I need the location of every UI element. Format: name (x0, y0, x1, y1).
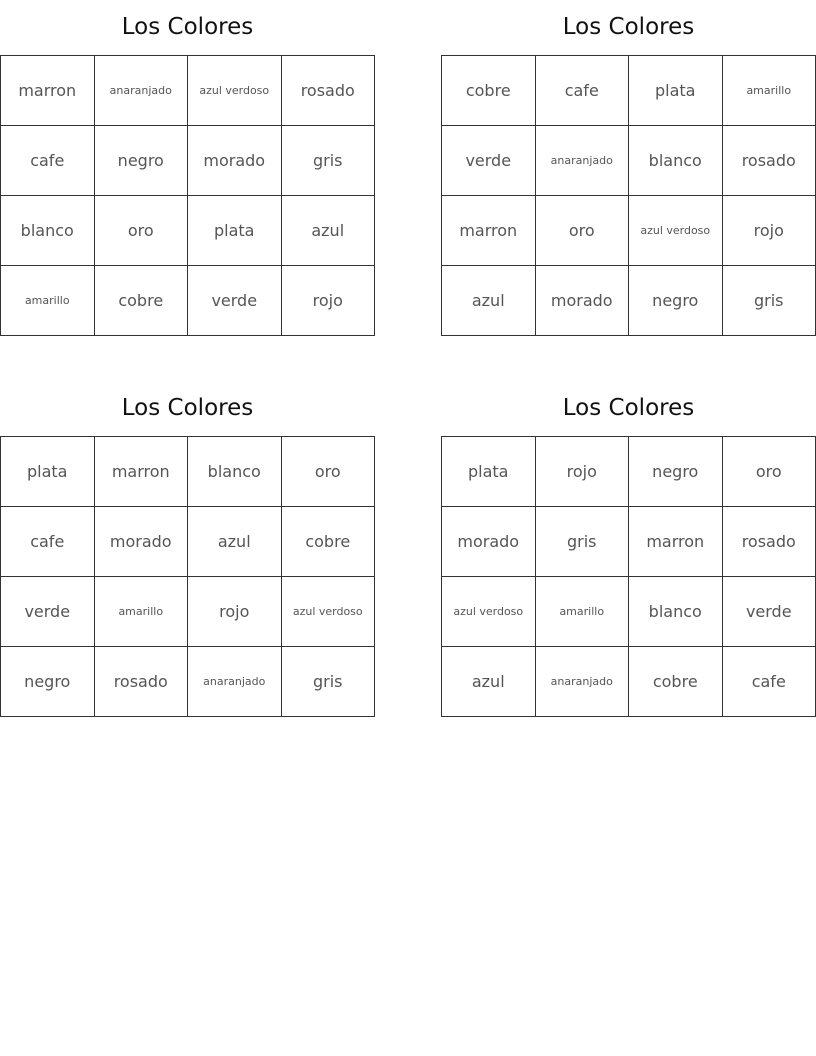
grid-cell: plata (188, 196, 282, 266)
grid-cell: oro (722, 437, 816, 507)
card-title: Los Colores (121, 395, 254, 421)
bingo-card-4 (441, 381, 816, 717)
grid-row (442, 196, 816, 266)
grid-cell: cafe (535, 56, 629, 126)
grid-row (442, 437, 816, 507)
grid-row (1, 647, 375, 717)
bingo-grid (0, 436, 375, 717)
grid-cell: anaranjado (94, 56, 188, 126)
grid-row (1, 266, 375, 336)
grid-cell: rojo (535, 437, 629, 507)
grid-row (442, 126, 816, 196)
card-title: Los Colores (562, 14, 695, 40)
grid-cell: morado (188, 126, 282, 196)
grid-cell: blanco (1, 196, 95, 266)
grid-row (1, 126, 375, 196)
bingo-card-1 (0, 0, 375, 336)
grid-cell: gris (281, 647, 375, 717)
grid-cell: verde (1, 577, 95, 647)
grid-cell: cobre (94, 266, 188, 336)
grid-cell: oro (94, 196, 188, 266)
grid-cell: oro (535, 196, 629, 266)
grid-cell: blanco (629, 577, 723, 647)
grid-row (1, 437, 375, 507)
grid-cell: cobre (629, 647, 723, 717)
grid-row (1, 56, 375, 126)
grid-cell: cafe (1, 507, 95, 577)
grid-cell: cobre (442, 56, 536, 126)
grid-cell: verde (722, 577, 816, 647)
grid-cell: blanco (629, 126, 723, 196)
grid-row (1, 196, 375, 266)
grid-cell: plata (442, 437, 536, 507)
grid-cell: rojo (188, 577, 282, 647)
grid-cell: azul verdoso (281, 577, 375, 647)
grid-cell: verde (442, 126, 536, 196)
grid-cell: blanco (188, 437, 282, 507)
grid-row (442, 647, 816, 717)
bingo-grid (441, 55, 816, 336)
grid-cell: gris (535, 507, 629, 577)
grid-cell: negro (1, 647, 95, 717)
grid-cell: azul verdoso (442, 577, 536, 647)
grid-row (442, 56, 816, 126)
grid-row (1, 577, 375, 647)
grid-cell: rosado (722, 126, 816, 196)
grid-cell: azul verdoso (188, 56, 282, 126)
grid-cell: anaranjado (188, 647, 282, 717)
bingo-card-2 (441, 0, 816, 336)
grid-cell: rosado (722, 507, 816, 577)
grid-cell: plata (629, 56, 723, 126)
grid-cell: azul (281, 196, 375, 266)
grid-cell: rojo (722, 196, 816, 266)
grid-cell: plata (1, 437, 95, 507)
grid-cell: gris (722, 266, 816, 336)
grid-cell: negro (629, 437, 723, 507)
grid-cell: azul (442, 647, 536, 717)
card-title: Los Colores (562, 395, 695, 421)
grid-cell: oro (281, 437, 375, 507)
grid-row (442, 507, 816, 577)
grid-cell: azul (442, 266, 536, 336)
grid-cell: negro (629, 266, 723, 336)
grid-cell: marron (629, 507, 723, 577)
grid-cell: morado (94, 507, 188, 577)
grid-cell: amarillo (535, 577, 629, 647)
grid-row (442, 266, 816, 336)
grid-cell: rosado (94, 647, 188, 717)
grid-cell: cobre (281, 507, 375, 577)
bingo-card-3 (0, 381, 375, 717)
grid-cell: verde (188, 266, 282, 336)
grid-cell: anaranjado (535, 647, 629, 717)
grid-cell: gris (281, 126, 375, 196)
grid-cell: amarillo (722, 56, 816, 126)
grid-cell: morado (535, 266, 629, 336)
grid-cell: amarillo (1, 266, 95, 336)
grid-cell: anaranjado (535, 126, 629, 196)
grid-cell: azul verdoso (629, 196, 723, 266)
grid-row (1, 507, 375, 577)
grid-cell: marron (94, 437, 188, 507)
grid-cell: morado (442, 507, 536, 577)
grid-cell: azul (188, 507, 282, 577)
bingo-grid (441, 436, 816, 717)
grid-cell: cafe (722, 647, 816, 717)
card-title: Los Colores (121, 14, 254, 40)
grid-cell: amarillo (94, 577, 188, 647)
grid-cell: rosado (281, 56, 375, 126)
grid-row (442, 577, 816, 647)
grid-cell: negro (94, 126, 188, 196)
grid-cell: marron (442, 196, 536, 266)
grid-cell: cafe (1, 126, 95, 196)
grid-cell: marron (1, 56, 95, 126)
grid-cell: rojo (281, 266, 375, 336)
bingo-grid (0, 55, 375, 336)
